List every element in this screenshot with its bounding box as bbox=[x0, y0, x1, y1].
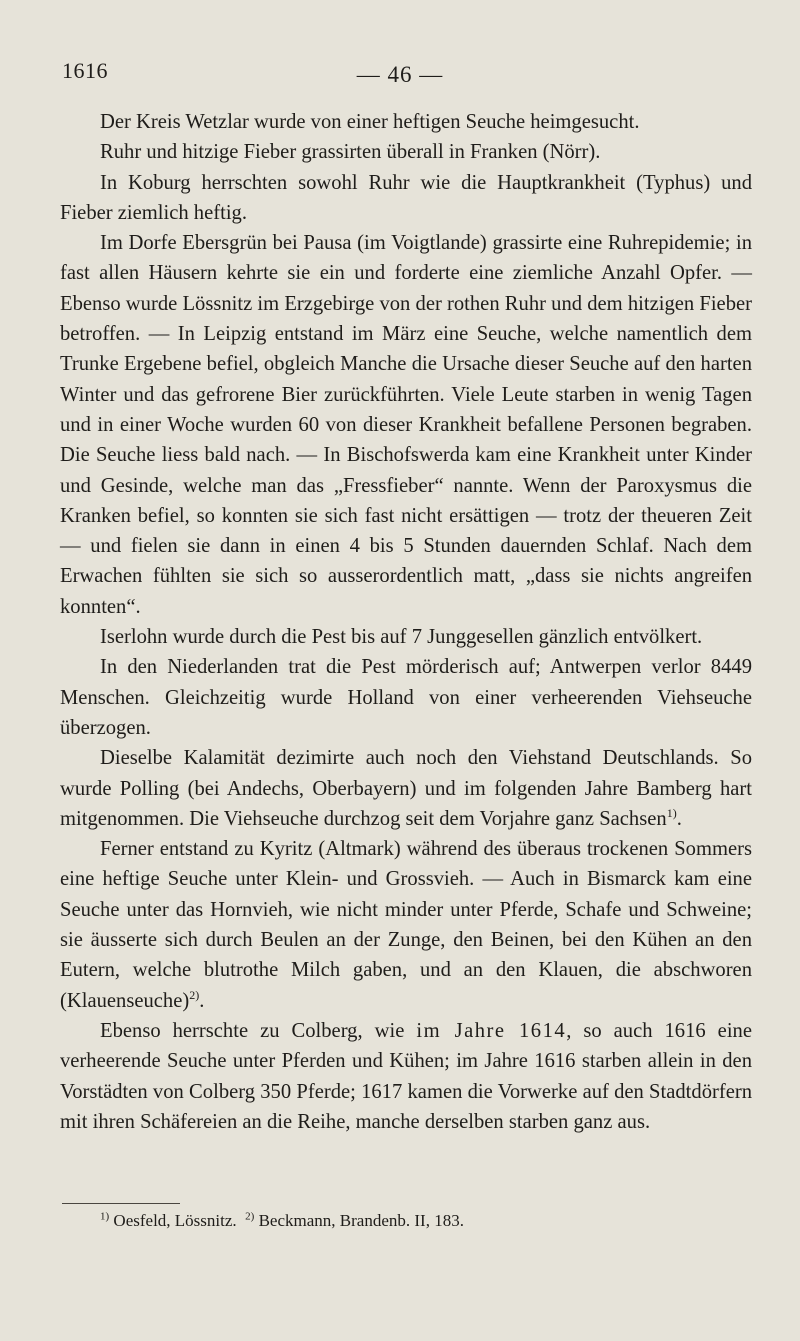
footnote-1-mark: 1) bbox=[100, 1210, 110, 1223]
paragraph-kalamitaet-text: Dieselbe Kalamität dezimirte auch noch den Viehstand Deutschlands. So wurde Polling (bei Andechs, Oberbayern) und im folgenden Jahre Bamberg hart mitgenommen. Die Viehseuche durchzog seit dem Vorjahre ganz Sachsen bbox=[60, 747, 752, 830]
fressfieber-quote: „Fressfieber“ bbox=[333, 474, 444, 497]
paragraph-colberg bbox=[60, 1016, 752, 1137]
paragraph-kalamitaet bbox=[60, 743, 752, 834]
paragraph-colberg-cont: , so auch 1616 eine verheerende Seuche unter Pferden und Kühen; im Jahre 1616 starben allein in den Vorstädten von Colberg 350 Pferde; 1617 kamen die Vorwerke auf den Stadtdörfern mit ihren Schäfereien an die Reihe, manche derselben starben ganz aus. bbox=[60, 1019, 752, 1133]
paragraph-kyritz-text: Ferner entstand zu Kyritz (Altmark) während des überaus trockenen Sommers eine heftige Seuche unter Klein- und Grossvieh. — Auch in Bismarck kam eine Seuche unter das Hornvieh, wie nicht minder unter Pferde, Schafe und Schweine; sie äusserte sich durch Beulen an der Zunge, den Beinen, bei den Kühen an den Eutern, welche blutrothe Milch gaben, und an den Klauen, die abschworen (Klauenseuche) bbox=[60, 838, 752, 1012]
paragraph-wetzlar: Der Kreis Wetzlar wurde von einer heftigen Seuche heimgesucht. bbox=[100, 111, 640, 133]
footnote-2-text: Beckmann, Brandenb. II, 183. bbox=[258, 1211, 464, 1230]
paragraph-iserlohn: Iserlohn wurde durch die Pest bis auf 7 Junggesellen gänzlich entvölkert. bbox=[100, 626, 703, 649]
paragraph-ebersgruen bbox=[60, 228, 752, 622]
paragraph-franken: Ruhr und hitzige Fieber grassirten überall in Franken (Nörr). bbox=[100, 141, 601, 164]
paragraph-ebersgruen-text: Im Dorfe Ebersgrün bei Pausa (im Voigtlande) grassirte eine Ruhrepidemie; in fast allen Häusern kehrte sie ein und forderte eine ziemliche Anzahl Opfer. — Ebenso wurde Lössnitz im Erzgebirge von der rothen Ruhr und dem hitzigen Fieber betroffen. — In Leipzig entstand im März eine Seuche, welche namentlich dem Trunke Ergebene befiel, obgleich Manche die Ursache dieser Seuche auf den harten Winter und das gefrorene Bier zurückführten. Viele Leute starben in wenig Tagen und in einer Woche wurden 60 von dieser Krankheit befallene Personen begraben. Die Seuche liess bald nach. — In Bischofswerda kam eine Krankheit unter Kinder und Gesinde, welche man das bbox=[60, 232, 752, 497]
footnote-2-mark: 2) bbox=[245, 1210, 255, 1223]
paragraph-ebersgruen-quote: „dass sie nichts angreifen konnten“. bbox=[60, 565, 753, 618]
body-text bbox=[60, 107, 752, 1137]
paragraph-kalamitaet-end: . bbox=[676, 807, 682, 830]
paragraph-niederlande: In den Niederlanden trat die Pest mörderisch auf; Antwerpen verlor 8449 Menschen. Gleichzeitig wurde Holland von einer verheerenden Viehseuche überzogen. bbox=[60, 656, 752, 739]
footnote-1-text: Oesfeld, Lössnitz. bbox=[113, 1211, 237, 1230]
paragraph-colberg-text: Ebenso herrschte zu Colberg, wie bbox=[100, 1019, 405, 1042]
footnotes bbox=[100, 1209, 464, 1233]
footnote-ref-1: 1) bbox=[666, 805, 677, 820]
paragraph-koburg: In Koburg herrschten sowohl Ruhr wie die Hauptkrankheit (Typhus) und Fieber ziemlich heftig. bbox=[60, 171, 752, 224]
year-marker: 1616 bbox=[62, 58, 108, 83]
paragraph-colberg-spaced: im Jahre 1614 bbox=[416, 1019, 567, 1042]
page-number: — 46 — bbox=[356, 62, 444, 87]
paragraph-kyritz-end: . bbox=[199, 989, 205, 1012]
paragraph-kyritz bbox=[60, 834, 752, 1016]
footnote-ref-2: 2) bbox=[189, 987, 200, 1002]
footnote-divider bbox=[62, 1203, 180, 1204]
paragraph-ebersgruen-cont: nannte. Wenn der Paroxysmus die Kranken befiel, so konnten sie sich fast nicht ersättigen — trotz der theueren Zeit — und fielen sie dann in einen 4 bis 5 Stunden dauernden Schlaf. Nach dem Erwachen fühlten sie sich so ausserordentlich matt, bbox=[60, 474, 752, 588]
